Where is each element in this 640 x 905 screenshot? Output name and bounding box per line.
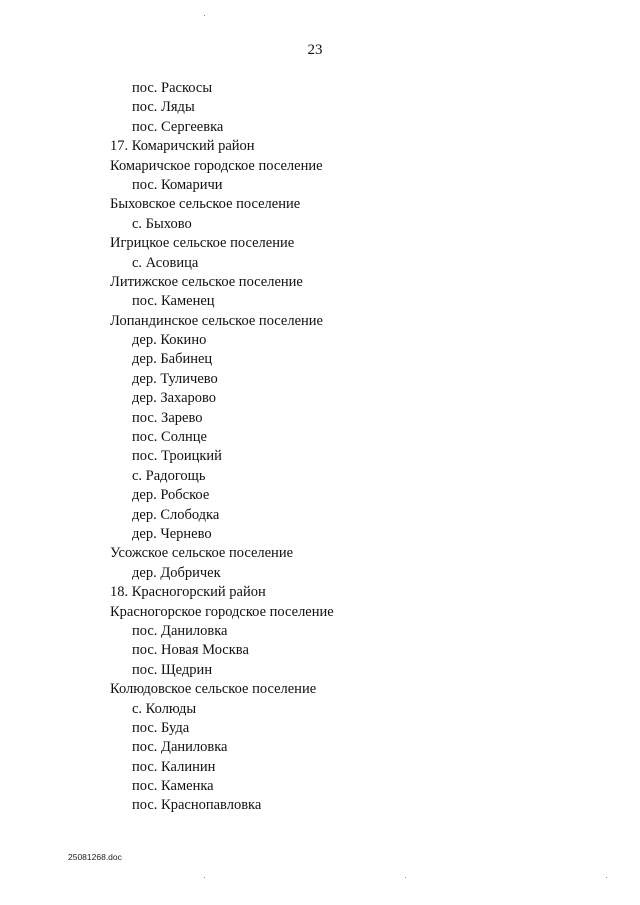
settlement-item: дер. Захарово [132,390,217,407]
footer-filename: 25081268.doc [68,852,122,862]
settlement-item: пос. Раскосы [132,80,213,96]
settlement-item: дер. Чернево [132,525,212,542]
settlement-item: пос. Даниловка [132,739,228,756]
page-number: 23 [307,42,323,58]
settlement-item: с. Асовица [132,254,199,271]
scan-speck [204,877,205,878]
settlement-item: пос. Даниловка [132,622,228,639]
settlement-item: пос. Сергеевка [132,118,224,135]
settlement-item: дер. Слободка [132,506,220,523]
settlement-item: дер. Робское [132,487,210,504]
settlement-list [0,79,640,816]
section-heading: Литижское сельское поселение [110,273,303,290]
section-heading: Быховское сельское поселение [110,196,301,213]
settlement-item: пос. Новая Москва [132,642,249,659]
settlement-item: пос. Троицкий [132,448,222,465]
scan-speck [606,877,607,878]
settlement-item: пос. Каменец [132,293,215,310]
settlement-item: пос. Зарево [132,409,203,426]
settlement-item: пос. Солнце [132,429,207,446]
settlement-item: с. Колюды [132,700,197,717]
section-heading: 18. Красногорский район [110,584,266,601]
settlement-item: дер. Бабинец [132,351,213,368]
settlement-item: пос. Краснопавловка [132,797,262,814]
section-heading: Лопандинское сельское поселение [110,312,323,329]
section-heading: 17. Комаричский район [110,138,255,155]
settlement-item: дер. Добричек [132,564,221,581]
settlement-item: дер. Кокино [132,332,207,349]
section-heading: Колюдовское сельское поселение [110,681,317,698]
settlement-item: с. Быхово [132,215,192,232]
settlement-item: пос. Ляды [132,99,195,116]
section-heading: Игрицкое сельское поселение [110,235,295,252]
settlement-item: пос. Щедрин [132,661,213,678]
settlement-item: пос. Каменка [132,778,214,795]
section-heading: Комаричское городское поселение [110,157,323,174]
scan-speck [204,15,205,16]
settlement-item: дер. Туличево [132,370,218,387]
settlement-item: пос. Буда [132,719,190,736]
scan-speck [405,877,406,878]
settlement-item: пос. Комаричи [132,176,223,193]
section-heading: Усожское сельское поселение [110,545,294,562]
settlement-item: с. Радогощь [132,467,206,484]
section-heading: Красногорское городское поселение [110,603,334,620]
settlement-item: пос. Калинин [132,758,216,775]
